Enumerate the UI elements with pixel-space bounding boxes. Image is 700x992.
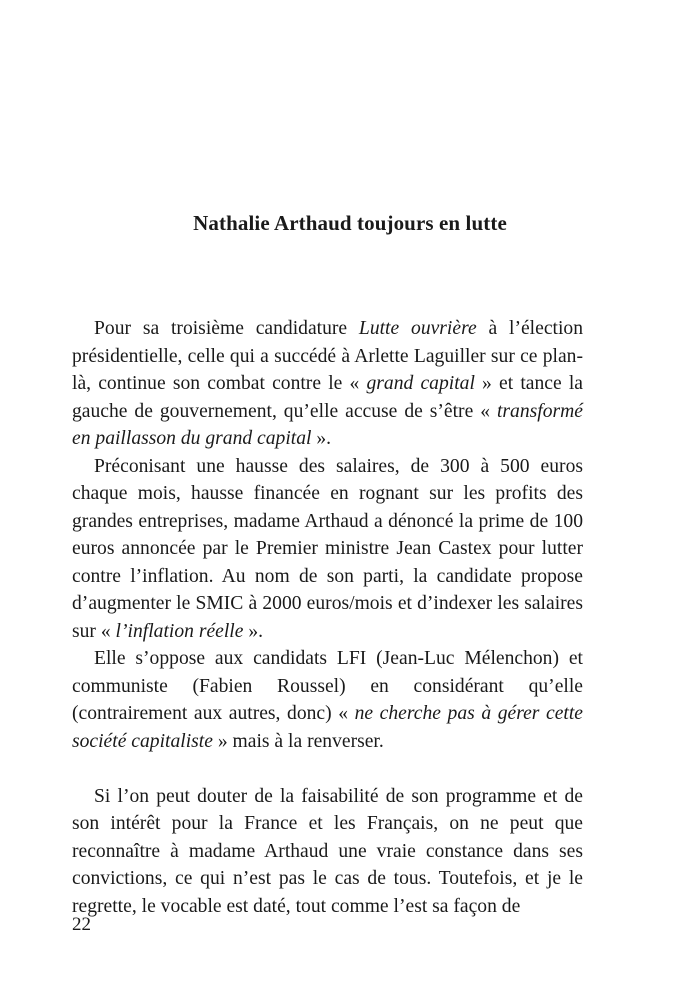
text-span: Si l’on peut douter de la faisabilité de son programme et de son intérêt pour la France et les Français, on ne peut que reconnaître à madame Arthaud une vraie constance dans ses convictions, ce qui n’est pas le cas de tous. Toutefois, et je le regrette, le vocable est daté, tout comme l’est sa façon de bbox=[72, 785, 583, 917]
paragraph-3 bbox=[72, 645, 583, 755]
italic-span: l’inflation réelle bbox=[115, 620, 244, 642]
text-span: » et tance la gauche de gouvernement, qu’elle accuse de s’être « bbox=[72, 373, 583, 422]
italic-span: grand capital bbox=[366, 373, 475, 394]
page-title: Nathalie Arthaud toujours en lutte bbox=[193, 211, 507, 235]
text-span: Elle s’oppose aux candidats LFI (Jean-Luc Mélenchon) et communiste (Fabien Roussel) en considérant qu’elle (contrairement aux autres, donc) « bbox=[72, 648, 583, 724]
italic-span: transformé en paillasson du grand capital bbox=[72, 400, 583, 449]
page-number: 22 bbox=[72, 914, 91, 935]
italic-span: Lutte ouvrière bbox=[358, 318, 477, 339]
italic-span: ne cherche pas à gérer cette société capitaliste bbox=[72, 703, 583, 752]
text-span: » mais à la renverser. bbox=[212, 730, 384, 752]
text-span: ». bbox=[243, 620, 264, 642]
body-text bbox=[72, 315, 583, 920]
text-span: à l’élection présidentielle, celle qui a succédé à Arlette Laguiller sur ce plan-là, continue son combat contre le « bbox=[72, 318, 583, 394]
paragraph-1 bbox=[72, 315, 583, 453]
text-span: Préconisant une hausse des salaires, de 300 à 500 euros chaque mois, hausse financée en rognant sur les profits des grandes entreprises, madame Arthaud a dénoncé la prime de 100 euros annoncée par le Premier ministre Jean Castex pour lutter contre l’inflation. Au nom de son parti, la candidate propose d’augmenter le SMIC à 2000 euros/mois et d’indexer les salaires sur « bbox=[72, 455, 583, 642]
paragraph-2 bbox=[72, 453, 583, 646]
text-span: ». bbox=[311, 428, 332, 449]
text-span: Pour sa troisième candidature bbox=[94, 318, 359, 339]
paragraph-4 bbox=[72, 783, 583, 921]
